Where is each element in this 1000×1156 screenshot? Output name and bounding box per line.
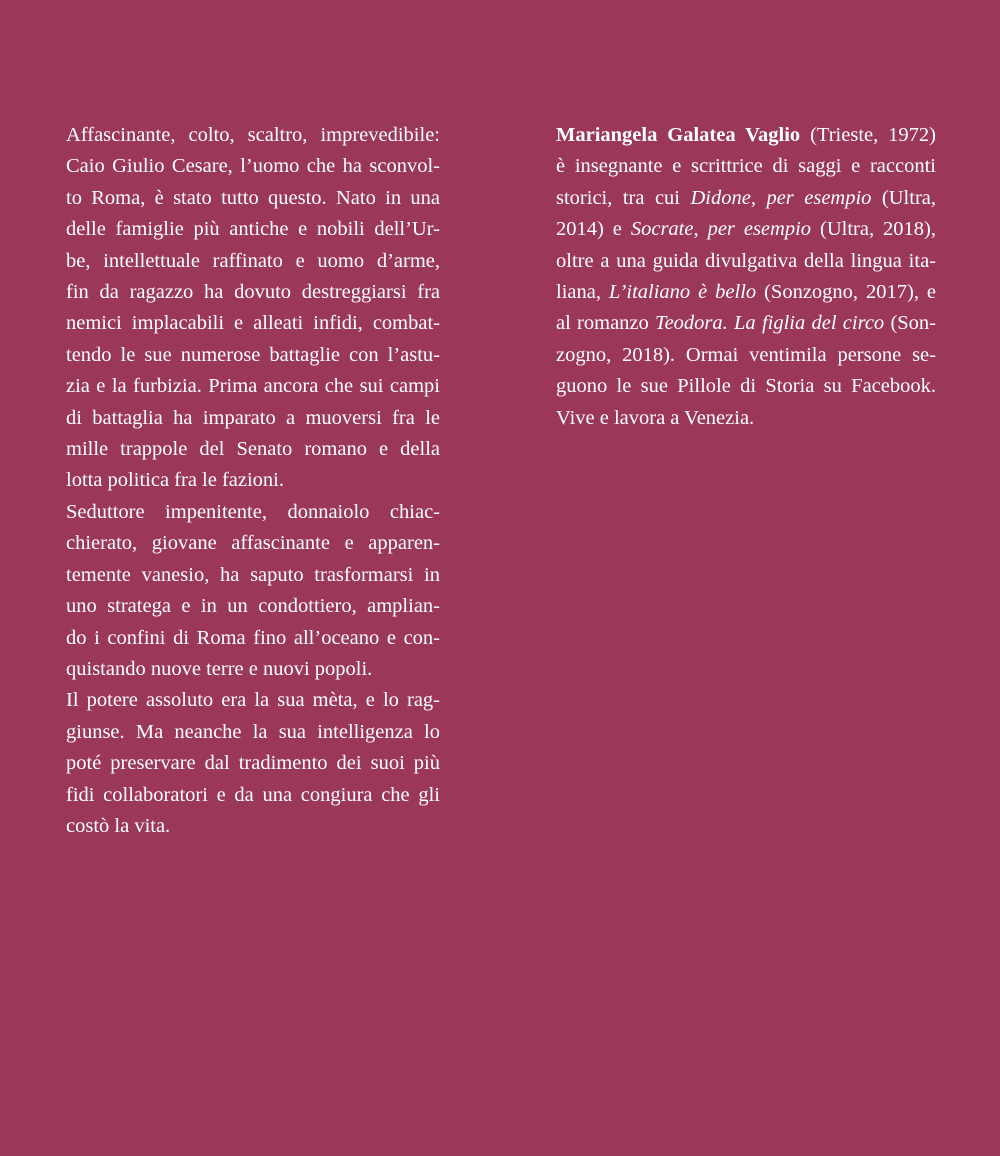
synopsis-line: fin da ragazzo ha dovuto destreggiarsi fra [66,281,440,304]
synopsis-line: Caio Giulio Cesare, l’uomo che ha sconvol- [66,155,440,178]
synopsis-line: mille trappole del Senato romano e della [66,438,440,461]
synopsis-line: giunse. Ma neanche la sua intelligenza lo [66,720,440,743]
synopsis-line: fidi collaboratori e da una congiura che gli [66,783,440,806]
bio-line: guono le sue Pillole di Storia su Facebook. [556,375,936,398]
synopsis-line: Affascinante, colto, scaltro, imprevedibile: [66,124,440,146]
synopsis-line: tendo le sue numerose battaglie con l’astu- [66,343,440,366]
synopsis-line: Il potere assoluto era la sua mèta, e lo rag- [66,689,440,712]
synopsis-line: Seduttore impenitente, donnaiolo chiac- [66,500,440,523]
synopsis-line: nemici implacabili e alleati infidi, combat- [66,312,440,335]
synopsis-line: to Roma, è stato tutto questo. Nato in una [66,186,440,209]
synopsis-line: quistando nuove terre e nuovi popoli. [66,657,373,680]
synopsis-line: chierato, giovane affascinante e apparen- [66,532,440,555]
bio-line: è insegnante e scrittrice di saggi e racconti [556,155,936,178]
synopsis-line: di battaglia ha imparato a muoversi fra le [66,406,440,429]
author-name: Mariangela Galatea Vaglio [556,124,801,146]
bio-line: liana, L’italiano è bello (Sonzogno, 2017), e [556,281,936,304]
bio-line: 2014) e Socrate, per esempio (Ultra, 2018), [556,218,936,241]
synopsis-line: do i confini di Roma fino all’oceano e con- [66,626,440,649]
synopsis-line: costò la vita. [66,814,171,837]
synopsis-paragraph [66,497,440,685]
bio-line: storici, tra cui Didone, per esempio (Ultra, [556,186,936,209]
bio-line: Mariangela Galatea Vaglio (Trieste, 1972) [556,124,936,146]
synopsis-line: zia e la furbizia. Prima ancora che sui campi [66,375,440,398]
book-title: L’italiano è bello [608,281,757,304]
author-bio-column [556,120,936,434]
book-title: Didone, per esempio [690,186,872,209]
synopsis-line: poté preservare dal tradimento dei suoi più [66,752,440,775]
synopsis-line: lotta politica fra le fazioni. [66,469,285,492]
synopsis-paragraph [66,685,440,842]
synopsis-line: delle famiglie più antiche e nobili dell’Ur- [66,218,440,241]
bio-line: Vive e lavora a Venezia. [556,406,755,429]
bio-line: al romanzo Teodora. La figlia del circo (Son- [556,312,936,335]
bio-line: zogno, 2018). Ormai ventimila persone se- [556,343,936,366]
synopsis-line: uno stratega e in un condottiero, amplian- [66,595,440,618]
book-title: Socrate, per esempio [630,218,812,241]
synopsis-line: be, intellettuale raffinato e uomo d’arme, [66,249,440,272]
synopsis-line: temente vanesio, ha saputo trasformarsi in [66,563,440,586]
book-title: Teodora. La figlia del circo [655,312,885,335]
synopsis-paragraph [66,120,440,497]
bio-line: oltre a una guida divulgativa della lingua ita- [556,249,936,272]
synopsis-column [66,120,440,842]
